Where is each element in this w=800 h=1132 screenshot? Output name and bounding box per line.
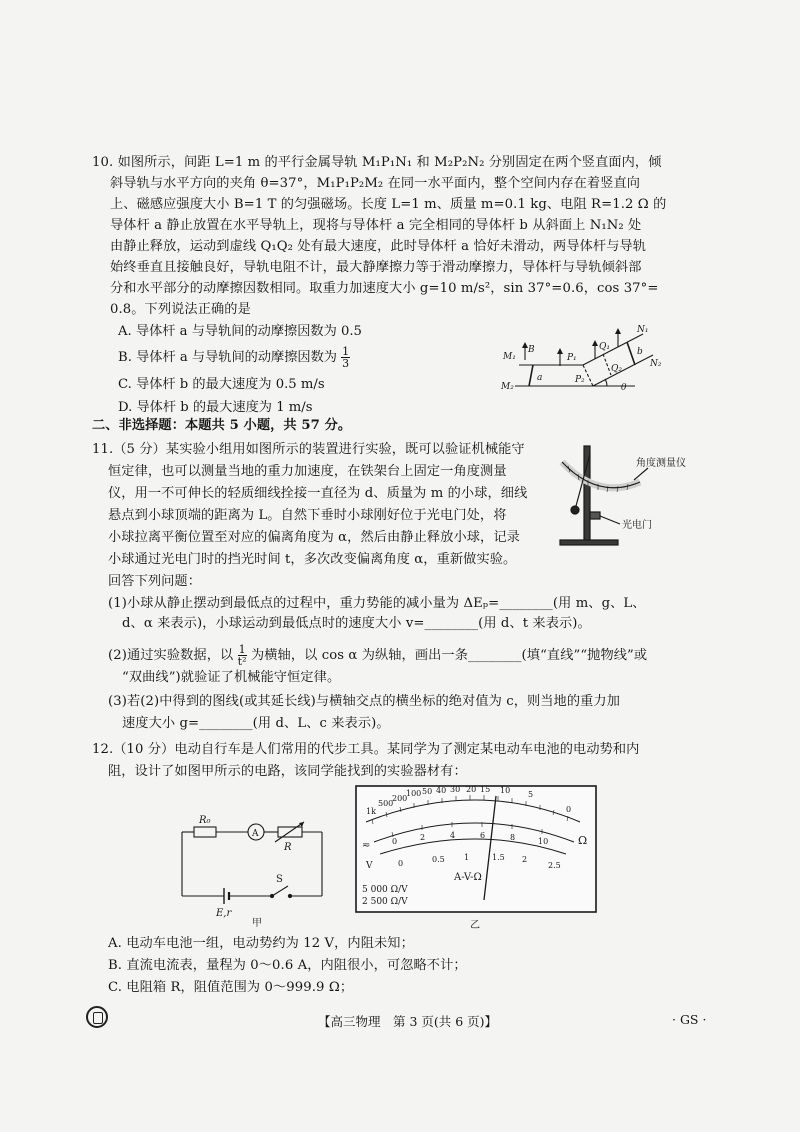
scale-top-9: 10 xyxy=(500,786,511,795)
q12-item-b: B. 直流电流表，量程为 0～0.6 A，内阻很小，可忽略不计； xyxy=(108,958,467,973)
scale-low-5: 2.5 xyxy=(548,861,561,870)
scale-top-8: 15 xyxy=(480,785,491,794)
q10-line-6: 始终垂直且接触良好，导轨电阻不计，最大静摩擦力等于滑动摩擦力，导体杆与导轨倾斜部 xyxy=(110,260,642,275)
label-rod-b: b xyxy=(637,347,643,357)
q11-part1-line2: d、α 来表示)，小球运动到最低点时的速度大小 v=________(用 d、t 来表示)。 xyxy=(122,616,591,631)
label-p1: P₁ xyxy=(567,353,577,363)
scale-mid-3: 6 xyxy=(480,831,486,840)
q10-line-7: 分和水平部分的动摩擦因数相同。取重力加速度大小 g=10 m/s²，sin 37°=0.6，cos 37°= xyxy=(110,281,659,296)
caption-jia: 甲 xyxy=(252,918,262,929)
q11-part2-pre: (2)通过实验数据，以 xyxy=(108,648,234,663)
footer-page-info: 【高三物理 第 3 页(共 6 页)】 xyxy=(318,1014,498,1029)
scale-top-5: 40 xyxy=(436,786,447,795)
scale-mid-2: 4 xyxy=(450,831,456,840)
q11-part2-line2: “双曲线”)就验证了机械能守恒定律。 xyxy=(122,670,341,685)
q10-line-2: 斜导轨与水平方向的夹角 θ=37°，M₁P₁P₂M₂ 在同一水平面内，整个空间内存在着竖直向 xyxy=(110,176,641,191)
q10-option-b-fraction xyxy=(341,346,350,369)
scale-low-1: 0.5 xyxy=(432,855,445,864)
q10-option-a: A. 导体杆 a 与导轨间的动摩擦因数为 0.5 xyxy=(118,324,362,339)
q12-line-1: 12.（10 分）电动自行车是人们常用的代步工具。某同学为了测定某电动车电池的电动势和内 xyxy=(92,742,640,757)
label-p2: P₂ xyxy=(575,375,585,385)
meter-spec-2: 2 500 Ω/V xyxy=(362,897,408,907)
scale-top-0: 1k xyxy=(366,807,376,816)
label-switch: S xyxy=(276,874,283,885)
q10-option-d: D. 导体杆 b 的最大速度为 1 m/s xyxy=(118,400,313,415)
q10-option-c: C. 导体杆 b 的最大速度为 0.5 m/s xyxy=(118,377,325,392)
scale-top-4: 50 xyxy=(422,787,433,796)
q10-line-3: 上、磁感应强度大小 B=1 T 的匀强磁场。长度 L=1 m、质量 m=0.1 kg、电阻 R=1.2 Ω 的 xyxy=(110,197,667,212)
q11-line-7: 回答下列问题： xyxy=(108,574,202,589)
label-q2: Q₂ xyxy=(611,364,622,374)
label-theta: θ xyxy=(621,383,627,393)
label-b-field: B xyxy=(528,345,535,355)
q10-line-5: 由静止释放，运动到虚线 Q₁Q₂ 处有最大速度，此时导体杆 a 恰好未滑动，两导体杆与导轨 xyxy=(110,239,647,254)
q10-option-b-text: B. 导体杆 a 与导轨间的动摩擦因数为 xyxy=(118,350,337,365)
scale-mid-0: 0 xyxy=(392,837,398,846)
footer-code: · GS · xyxy=(672,1012,707,1027)
ohm-symbol: Ω xyxy=(578,834,588,847)
caption-yi: 乙 xyxy=(470,920,480,931)
scale-low-4: 2 xyxy=(522,855,528,864)
q10-line-1: 10. 如图所示，间距 L=1 m 的平行金属导轨 M₁P₁N₁ 和 M₂P₂N₂ 分别固定在两个竖直面内，倾 xyxy=(92,155,662,170)
q11-part3-line2: 速度大小 g=________(用 d、L、c 来表示)。 xyxy=(122,716,390,731)
scale-low-2: 1 xyxy=(464,853,470,862)
label-m1: M₁ xyxy=(503,352,516,362)
q10-line-8: 0.8。下列说法正确的是 xyxy=(110,302,251,317)
q12-item-a: A. 电动车电池一组，电动势约为 12 V，内阻未知； xyxy=(108,936,414,951)
fraction-denominator: 3 xyxy=(342,357,350,370)
scale-top-6: 30 xyxy=(450,785,461,794)
label-rod-a: a xyxy=(537,373,543,383)
scale-mid-4: 8 xyxy=(510,833,516,842)
q11-line-5: 小球拉离平衡位置至对应的偏离角度为 α，然后由静止释放小球，记录 xyxy=(108,530,520,545)
scale-top-3: 100 xyxy=(406,789,422,798)
q11-part1-line1: (1)小球从静止摆动到最低点的过程中，重力势能的减小量为 ΔEₚ=________(用 m、g、L、 xyxy=(108,596,646,611)
q11-part2-fraction xyxy=(238,644,247,667)
q12-line-2: 阻，设计了如图甲所示的电路，该同学能找到的实验器材有： xyxy=(108,764,467,779)
scale-mid-5: 10 xyxy=(538,837,549,846)
q11-line-1: 11.（5 分）某实验小组用如图所示的装置进行实验，既可以验证机械能守 xyxy=(92,442,525,457)
scale-low-3: 1.5 xyxy=(492,853,505,862)
scale-top-1: 500 xyxy=(378,799,394,808)
meter-center-label: A-V-Ω xyxy=(454,872,482,883)
label-photogate: 光电门 xyxy=(622,520,652,531)
scale-mid-1: 2 xyxy=(420,833,426,842)
q10-option-b xyxy=(118,346,350,369)
fraction-denominator: t² xyxy=(237,655,247,668)
q12-item-c: C. 电阻箱 R，阻值范围为 0～999.9 Ω； xyxy=(108,980,354,995)
scale-top-10: 5 xyxy=(528,790,534,799)
scale-top-7: 20 xyxy=(466,785,477,794)
scale-low-0: 0 xyxy=(398,859,404,868)
label-r0: R₀ xyxy=(199,815,211,826)
publisher-logo-icon xyxy=(86,1006,108,1028)
fraction-numerator: 1 xyxy=(342,345,350,358)
label-rheostat: R xyxy=(284,842,292,853)
meter-spec-1: 5 000 Ω/V xyxy=(362,885,408,895)
q11-line-3: 仪，用一不可伸长的轻质细线拴接一直径为 d、质量为 m 的小球，细线 xyxy=(108,486,528,501)
section-heading: 二、非选择题：本题共 5 小题，共 57 分。 xyxy=(92,418,352,433)
scale-top-11: 0 xyxy=(566,805,572,814)
ac-dc-symbol: ≂ xyxy=(362,840,371,851)
label-battery: E,r xyxy=(216,908,232,919)
q11-part2-line1 xyxy=(108,644,647,667)
label-ammeter: A xyxy=(252,829,259,839)
label-q1: Q₁ xyxy=(599,342,610,352)
q10-line-4: 导体杆 a 静止放置在水平导轨上，现将与导体杆 a 完全相同的导体杆 b 从斜面上 N₁N₂ 处 xyxy=(110,218,642,233)
q11-part2-post: 为横轴，以 cos α 为纵轴，画出一条________(填“直线”“抛物线”或 xyxy=(250,648,648,663)
label-m2: M₂ xyxy=(501,382,514,392)
fraction-numerator: 1 xyxy=(238,643,246,656)
q11-line-6: 小球通过光电门时的挡光时间 t，多次改变偏离角度 α，重新做实验。 xyxy=(108,552,517,567)
q11-part3-line1: (3)若(2)中得到的图线(或其延长线)与横轴交点的横坐标的绝对值为 c，则当地的重力加 xyxy=(108,694,620,709)
label-n1: N₁ xyxy=(637,325,649,335)
label-angle-meter: 角度测量仪 xyxy=(636,458,686,469)
circuit-diagram xyxy=(172,812,332,932)
multimeter-dial xyxy=(352,782,602,932)
v-mark: V xyxy=(366,861,373,871)
scale-top-2: 200 xyxy=(392,794,408,803)
label-n2: N₂ xyxy=(650,359,662,369)
q11-line-2: 恒定律，也可以测量当地的重力加速度，在铁架台上固定一角度测量 xyxy=(108,464,507,479)
q11-line-4: 悬点到小球顶端的距离为 L。自然下垂时小球刚好位于光电门处，将 xyxy=(108,508,507,523)
q10-rails-figure xyxy=(495,322,665,400)
q11-apparatus-figure xyxy=(548,440,708,552)
